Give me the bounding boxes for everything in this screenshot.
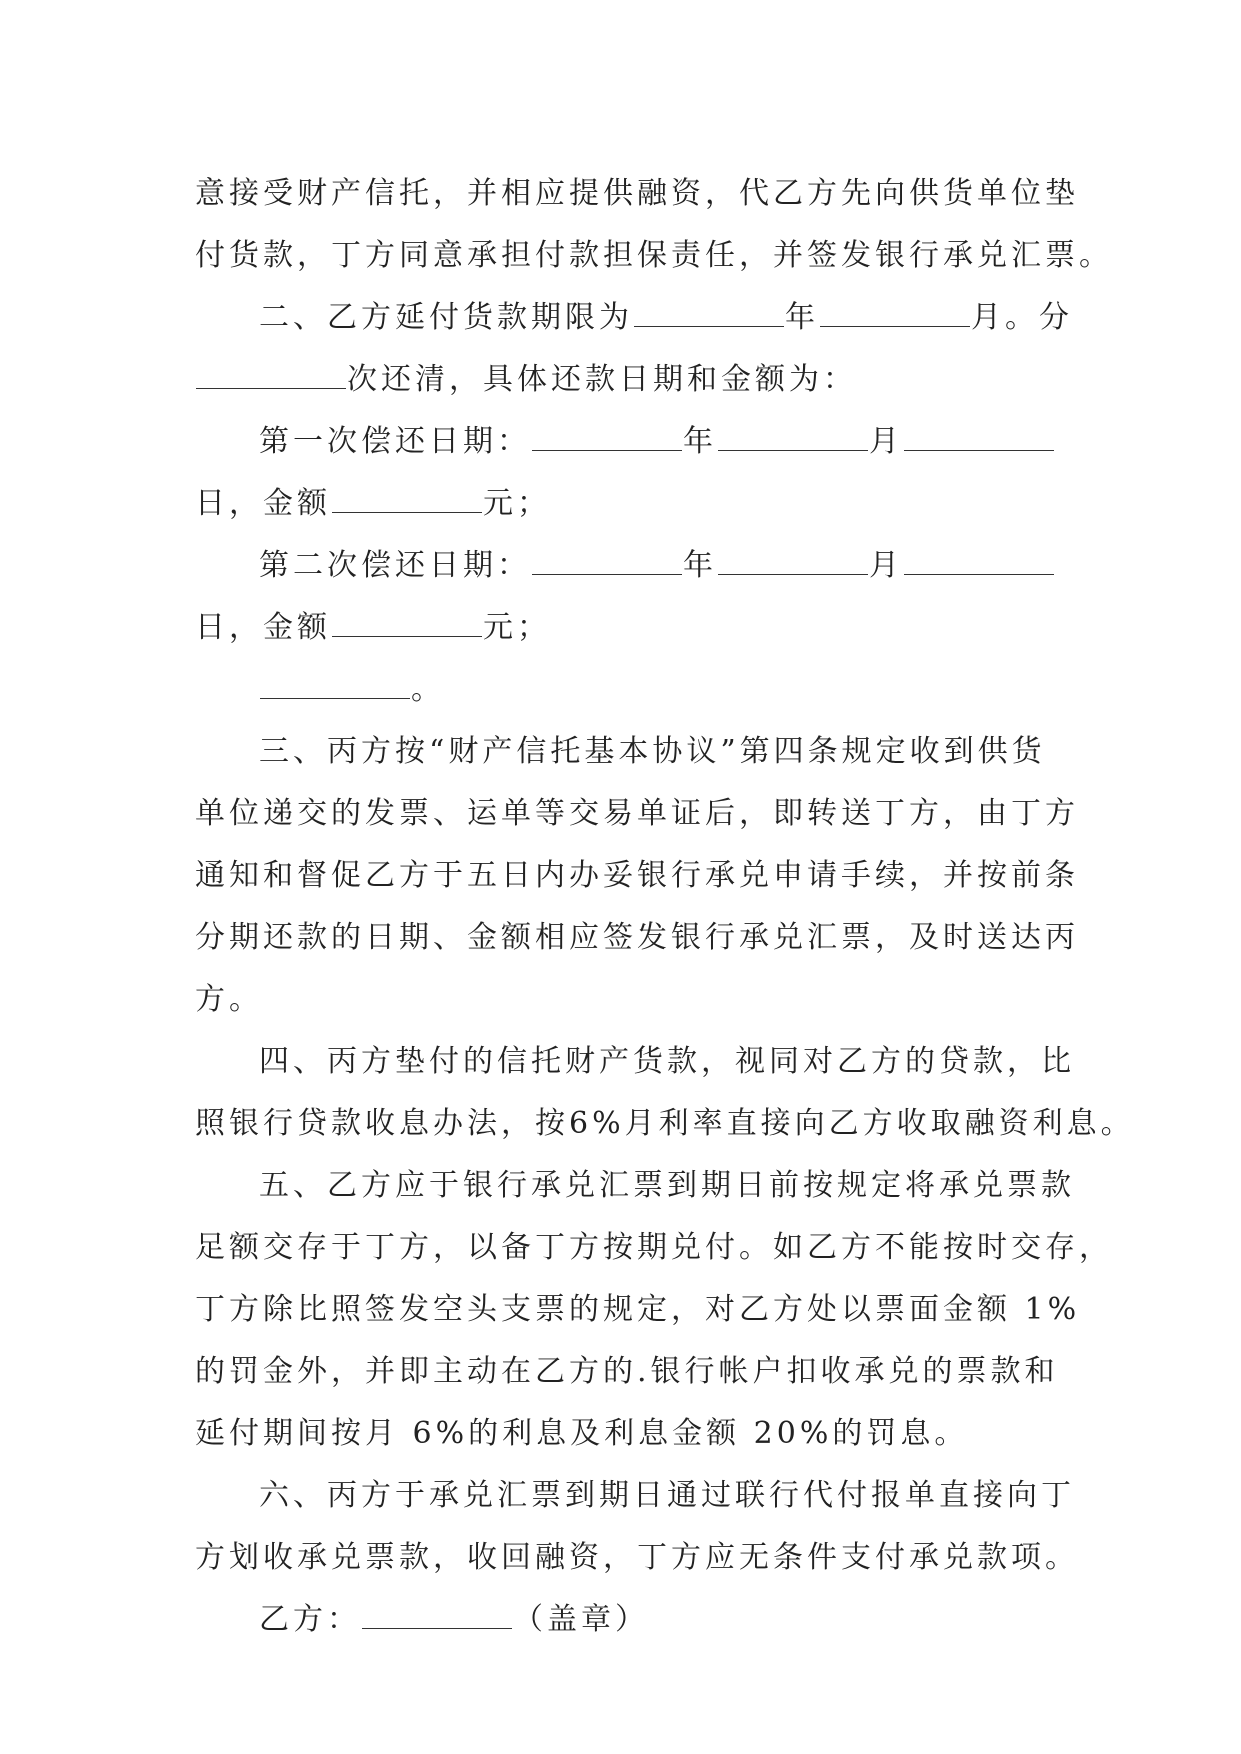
text-line: 照银行贷款收息办法，按6%月利率直接向乙方收取融资利息。 bbox=[195, 1106, 1135, 1141]
blank-field bbox=[532, 424, 682, 451]
text-line: 丁方除比照签发空头支票的规定，对乙方处以票面金额 1% bbox=[195, 1292, 1081, 1327]
text-fragment: 年 bbox=[683, 548, 717, 583]
contract-body bbox=[195, 163, 1135, 1651]
blank-field bbox=[718, 424, 868, 451]
text-line: 意接受财产信托，并相应提供融资，代乙方先向供货单位垫 bbox=[195, 176, 1079, 211]
text-fragment: 二、乙方延付货款期限为 bbox=[259, 300, 633, 335]
party-b-signature bbox=[195, 1589, 1055, 1651]
text-fragment: 第二次偿还日期： bbox=[259, 548, 531, 583]
blank-field bbox=[362, 1602, 512, 1629]
blank-field bbox=[196, 362, 346, 389]
first-repayment-amount bbox=[195, 473, 1055, 535]
blank-field bbox=[904, 424, 1054, 451]
additional-repayment bbox=[195, 659, 1055, 721]
text-line: 通知和督促乙方于五日内办妥银行承兑申请手续，并按前条 bbox=[195, 858, 1079, 893]
blank-field bbox=[332, 610, 482, 637]
text-line: 的罚金外，并即主动在乙方的.银行帐户扣收承兑的票款和 bbox=[195, 1354, 1059, 1389]
clause-4: 四、丙方垫付的信托财产货款，视同对乙方的贷款，比 bbox=[259, 1044, 1075, 1079]
text-fragment: 次还清，具体还款日期和金额为： bbox=[347, 362, 857, 397]
text-line: 方。 bbox=[195, 982, 263, 1017]
clause-3: 三、丙方按“财产信托基本协议”第四条规定收到供货 bbox=[259, 734, 1046, 769]
text-fragment: 日，金额 bbox=[195, 610, 331, 645]
clause-5: 五、乙方应于银行承兑汇票到期日前按规定将承兑票款 bbox=[259, 1168, 1075, 1203]
text-line: 延付期间按月 6%的利息及利息金额 20%的罚息。 bbox=[195, 1416, 969, 1451]
blank-field bbox=[332, 486, 482, 513]
text-fragment: 乙方： bbox=[259, 1602, 361, 1637]
text-fragment: 元； bbox=[483, 610, 551, 645]
clause-6: 六、丙方于承兑汇票到期日通过联行代付报单直接向丁 bbox=[259, 1478, 1075, 1513]
blank-field bbox=[904, 548, 1054, 575]
text-fragment: 日，金额 bbox=[195, 486, 331, 521]
text-fragment: 年 bbox=[683, 424, 717, 459]
text-line: 方划收承兑票款，收回融资，丁方应无条件支付承兑款项。 bbox=[195, 1540, 1079, 1575]
blank-field bbox=[260, 672, 410, 699]
text-fragment: 元； bbox=[483, 486, 551, 521]
text-line: 单位递交的发票、运单等交易单证后，即转送丁方，由丁方 bbox=[195, 796, 1079, 831]
text-line: 付货款，丁方同意承担付款担保责任，并签发银行承兑汇票。 bbox=[195, 238, 1113, 273]
second-repayment-date bbox=[195, 535, 1055, 597]
text-fragment: 月 bbox=[869, 548, 903, 583]
text-fragment: 月。分 bbox=[971, 300, 1073, 335]
blank-field bbox=[820, 300, 970, 327]
first-repayment-date bbox=[195, 411, 1055, 473]
text-line: 分期还款的日期、金额相应签发银行承兑汇票，及时送达丙 bbox=[195, 920, 1079, 955]
text-fragment: 月 bbox=[869, 424, 903, 459]
text-fragment: （盖章） bbox=[513, 1602, 649, 1637]
blank-field bbox=[532, 548, 682, 575]
text-fragment: 。 bbox=[411, 672, 445, 707]
text-fragment: 年 bbox=[785, 300, 819, 335]
blank-field bbox=[718, 548, 868, 575]
blank-field bbox=[634, 300, 784, 327]
second-repayment-amount bbox=[195, 597, 1055, 659]
clause-2-installments bbox=[195, 349, 1055, 411]
clause-2-term bbox=[195, 287, 1073, 349]
text-line: 足额交存于丁方，以备丁方按期兑付。如乙方不能按时交存， bbox=[195, 1230, 1113, 1265]
text-fragment: 第一次偿还日期： bbox=[259, 424, 531, 459]
